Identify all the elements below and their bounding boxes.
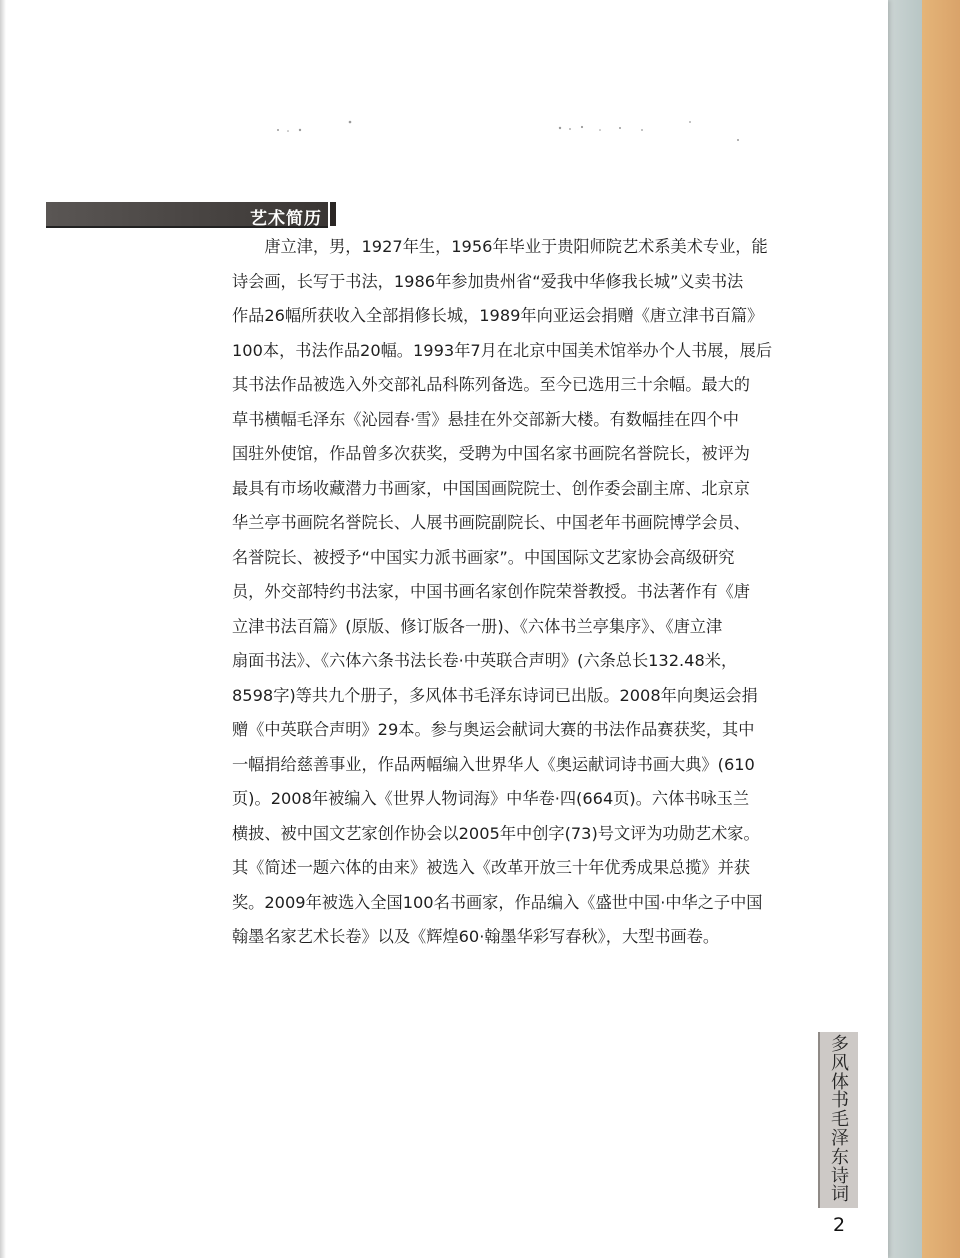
- text-line: 8598字)等共九个册子，多风体书毛泽东诗词已出版。2008年向奥运会捐: [232, 685, 758, 705]
- side-tab: [818, 1032, 858, 1208]
- text-line: 最具有市场收藏潜力书画家，中国国画院院士、创作委会副主席、北京京: [232, 478, 750, 498]
- scan-specks: [270, 118, 750, 148]
- text-line: 100本，书法作品20幅。1993年7月在北京中国美术馆举办个人书展，展后: [232, 340, 773, 360]
- text-line: 草书横幅毛泽东《沁园春·雪》悬挂在外交部新大楼。有数幅挂在四个中: [232, 409, 739, 429]
- text-line: 作品26幅所获收入全部捐修长城，1989年向亚运会捐赠《唐立津书百篇》: [232, 306, 764, 325]
- page-number: 2: [832, 1214, 846, 1236]
- text-line: 页)。2008年被编入《世界人物词海》中华卷·四(664页)。六体书咏玉兰: [232, 789, 750, 808]
- page-edge-blue: [882, 0, 922, 1258]
- side-tab-label: 多风体书毛泽东诗词: [831, 1034, 849, 1206]
- page-gutter-shade: [0, 0, 6, 1258]
- text-line: 立津书法百篇》(原版、修订版各一册)、《六体书兰亭集序》、《唐立津: [232, 616, 723, 636]
- section-header: [46, 202, 336, 229]
- text-line: 扇面书法》、《六体六条书法长卷·中英联合声明》(六条总长132.48米，: [232, 651, 738, 670]
- text-line: 其书法作品被选入外交部礼品科陈列备选。至今已选用三十余幅。最大的: [232, 375, 750, 394]
- text-line: 唐立津，男，1927年生，1956年毕业于贵阳师院艺术系美术专业，能: [232, 237, 768, 256]
- text-line: 华兰亭书画院名誉院长、人展书画院副院长、中国老年书画院博学会员、: [232, 513, 750, 532]
- biography-text: [232, 230, 804, 955]
- text-line: 其《简述一题六体的由来》被选入《改革开放三十年优秀成果总揽》并获: [232, 858, 750, 877]
- text-line: 员，外交部特约书法家，中国书画名家创作院荣誉教授。书法著作有《唐: [232, 582, 750, 601]
- text-line: 奖。2009年被选入全国100名书画家，作品编入《盛世中国·中华之子中国: [232, 892, 763, 912]
- text-line: 翰墨名家艺术长卷》以及《辉煌60·翰墨华彩写春秋》，大型书画卷。: [232, 927, 720, 946]
- text-line: 名誉院长、被授予“中国实力派书画家”。中国国际文艺家协会高级研究: [232, 547, 735, 567]
- text-line: 赠《中英联合声明》29本。参与奥运会献词大赛的书法作品赛获奖，其中: [232, 720, 755, 739]
- text-line: 国驻外使馆，作品曾多次获奖，受聘为中国名家书画院名誉院长，被评为: [232, 444, 750, 463]
- text-line: 诗会画，长写于书法，1986年参加贵州省“爱我中华修我长城”义卖书法: [232, 271, 744, 291]
- section-header-end-mark: [330, 202, 336, 226]
- section-title: 艺术简历: [250, 209, 322, 229]
- text-line: 一幅捐给慈善事业，作品两幅编入世界华人《奥运献词诗书画大典》(610: [232, 754, 755, 774]
- text-line: 横披、被中国文艺家创作协会以2005年中创字(73)号文评为功勋艺术家。: [232, 823, 760, 843]
